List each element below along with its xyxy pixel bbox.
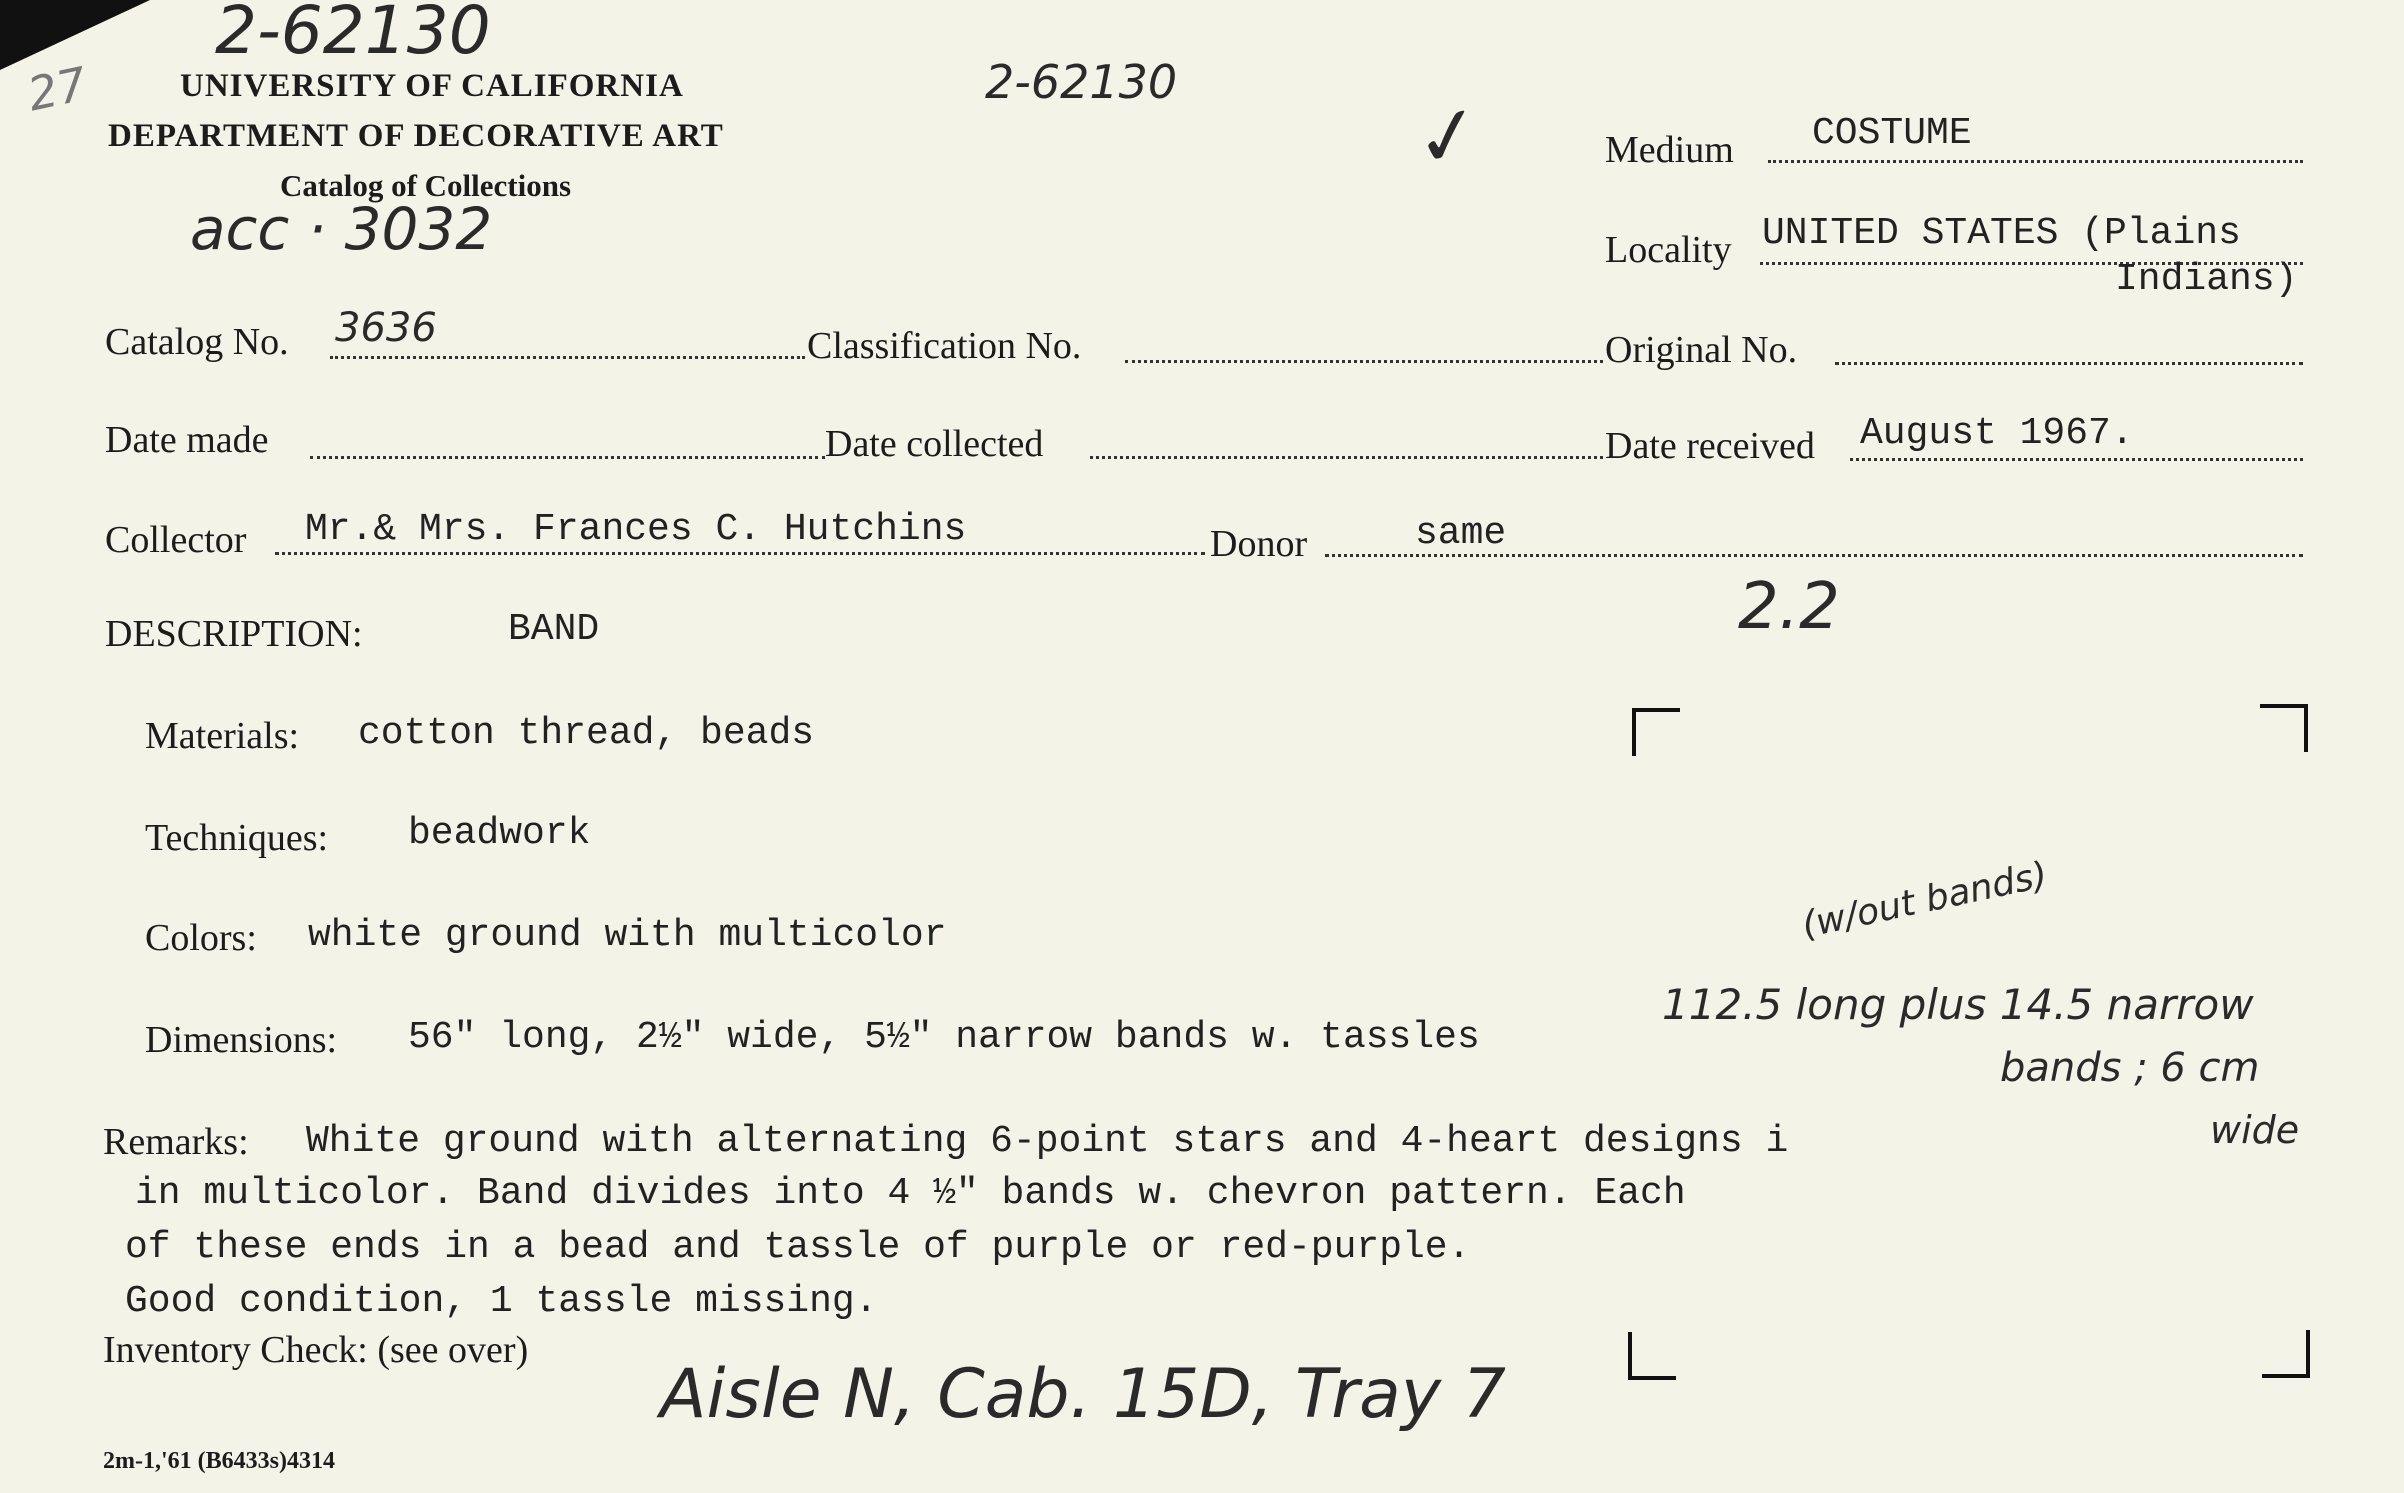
handwritten-note-without-bands: (w/out bands) xyxy=(1798,854,2051,947)
classification-line xyxy=(1125,360,1603,363)
remarks-line4: Good condition, 1 tassle missing. xyxy=(125,1280,878,1323)
handwritten-weight: 2.2 xyxy=(1738,570,1840,644)
collector-line xyxy=(275,552,1205,555)
handwritten-dimensions-line1: 112.5 long plus 14.5 narrow xyxy=(1662,980,2254,1029)
print-code: 2m-1,'61 (B6433s)4314 xyxy=(103,1448,335,1474)
date-received-label: Date received xyxy=(1605,425,1815,467)
date-made-label: Date made xyxy=(105,419,269,461)
dimensions-value: 56" long, 2½" wide, 5½" narrow bands w. tassles xyxy=(408,1016,1480,1059)
description-value: BAND xyxy=(508,608,600,651)
colors-label: Colors: xyxy=(145,917,257,959)
remarks-label: Remarks: xyxy=(103,1121,249,1163)
date-received-line xyxy=(1850,458,2303,461)
date-made-line xyxy=(310,456,825,459)
handwritten-number-right: 2-62130 xyxy=(985,55,1178,109)
handwritten-storage-location: Aisle N, Cab. 15D, Tray 7 xyxy=(660,1355,1506,1434)
collector-label: Collector xyxy=(105,519,247,561)
locality-value-line1: UNITED STATES (Plains xyxy=(1762,212,2241,255)
donor-label: Donor xyxy=(1210,523,1308,565)
date-received-value: August 1967. xyxy=(1860,412,2134,455)
remarks-line2: in multicolor. Band divides into 4 ½" bands w. chevron pattern. Each xyxy=(135,1172,1686,1215)
photo-frame-top-right-corner xyxy=(2260,704,2308,752)
handwritten-dimensions-line2: bands ; 6 cm xyxy=(2000,1045,2260,1091)
inventory-check-label: Inventory Check: (see over) xyxy=(103,1329,529,1371)
photo-frame-top-left-corner xyxy=(1632,708,1680,756)
medium-line xyxy=(1768,160,2303,163)
date-collected-line xyxy=(1090,456,1603,459)
locality-value-line2: Indians) xyxy=(2115,258,2298,301)
techniques-value: beadwork xyxy=(408,812,591,855)
catalog-no-label: Catalog No. xyxy=(105,321,289,363)
remarks-line3: of these ends in a bead and tassle of purple or red-purple. xyxy=(125,1226,1471,1269)
handwritten-dimensions-line3: wide xyxy=(2210,1108,2300,1152)
date-collected-label: Date collected xyxy=(825,423,1044,465)
university-heading: UNIVERSITY OF CALIFORNIA xyxy=(180,68,684,104)
catalog-heading: Catalog of Collections xyxy=(280,168,572,203)
classification-label: Classification No. xyxy=(807,325,1082,367)
original-no-label: Original No. xyxy=(1605,329,1798,371)
handwritten-corner-mark: 27 xyxy=(23,56,92,122)
department-heading: DEPARTMENT OF DECORATIVE ART xyxy=(108,118,724,154)
catalog-no-line xyxy=(330,356,805,359)
techniques-label: Techniques: xyxy=(145,817,329,859)
medium-label: Medium xyxy=(1605,129,1734,171)
medium-value: COSTUME xyxy=(1812,112,1972,155)
catalog-no-value: 3636 xyxy=(335,305,437,351)
dimensions-label: Dimensions: xyxy=(145,1019,338,1061)
original-no-line xyxy=(1835,362,2303,365)
locality-label: Locality xyxy=(1605,229,1732,271)
photo-frame-bottom-right-corner xyxy=(2262,1330,2310,1378)
photo-frame-bottom-left-corner xyxy=(1628,1332,1676,1380)
handwritten-catalog-number: 2-62130 xyxy=(215,0,491,69)
collector-value: Mr.& Mrs. Frances C. Hutchins xyxy=(305,508,967,551)
colors-value: white ground with multicolor xyxy=(308,914,947,957)
handwritten-accession: acc · 3032 xyxy=(190,195,493,263)
check-mark-icon: ✓ xyxy=(1407,84,1490,189)
donor-value: same xyxy=(1415,512,1507,555)
materials-label: Materials: xyxy=(145,715,300,757)
description-label: DESCRIPTION: xyxy=(105,613,363,655)
materials-value: cotton thread, beads xyxy=(358,712,815,755)
remarks-line1: White ground with alternating 6-point stars and 4-heart designs i xyxy=(306,1120,1789,1163)
